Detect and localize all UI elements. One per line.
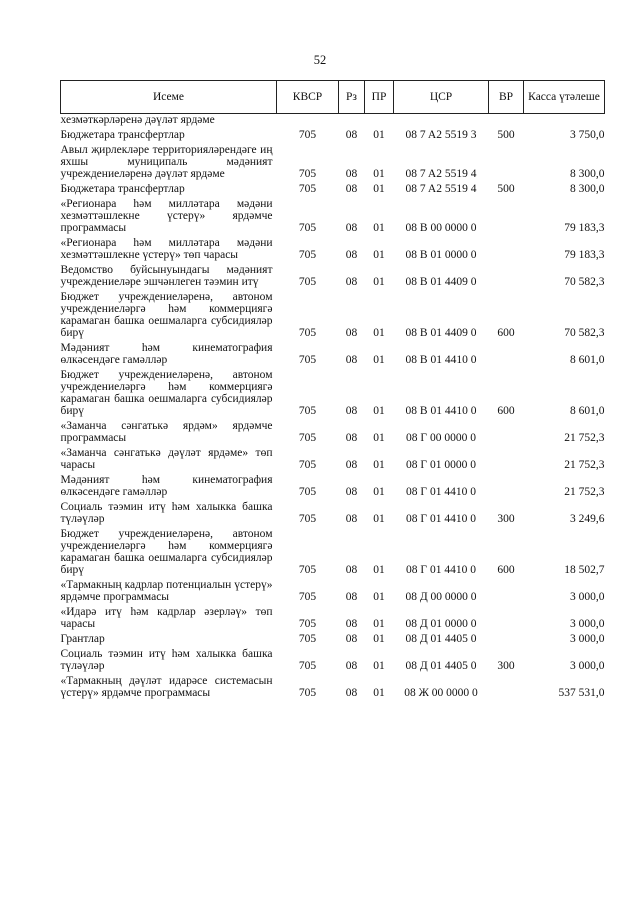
cell-pr: 01 bbox=[373, 276, 385, 288]
cell-csr: 08 В 01 4409 0 bbox=[405, 276, 477, 288]
cell-pr: 01 bbox=[373, 486, 385, 498]
cell-csr: 08 7 A2 5519 3 bbox=[405, 129, 477, 141]
cell-rz: 08 bbox=[345, 432, 358, 444]
cell-vr bbox=[489, 633, 524, 645]
table-row bbox=[61, 183, 605, 195]
cell-kassa: 537 531,0 bbox=[558, 687, 605, 699]
table-row bbox=[61, 528, 605, 576]
cell-kassa: 18 502,7 bbox=[564, 564, 605, 576]
cell-kassa: 79 183,3 bbox=[564, 222, 605, 234]
cell-rz: 08 bbox=[345, 459, 358, 471]
cell-pr: 01 bbox=[373, 405, 385, 417]
cell-name: Бюджет учреждениеләренә, автоном учреждениеләргә һәм коммерциягә карамаган башка оешмаларга субсидияләр бирү bbox=[60, 528, 273, 576]
header-pr: ПР bbox=[365, 81, 394, 114]
budget-table bbox=[60, 80, 605, 699]
cell-name: Грантлар bbox=[60, 633, 105, 645]
cell-kvsr: 705 bbox=[298, 513, 317, 525]
cell-vr: 300 bbox=[497, 513, 515, 525]
cell-vr bbox=[489, 675, 524, 699]
cell-name: Бюджет учреждениеләренә, автоном учреждениеләргә һәм коммерциягә карамаган башка оешмаларга субсидияләр бирү bbox=[60, 291, 273, 339]
cell-csr: 08 Д 01 0000 0 bbox=[405, 618, 477, 630]
cell-csr: 08 Г 01 4410 0 bbox=[406, 564, 476, 576]
cell-rz: 08 bbox=[345, 222, 358, 234]
cell-kvsr: 705 bbox=[298, 168, 317, 180]
cell-kassa: 8 601,0 bbox=[570, 354, 605, 366]
cell-vr bbox=[489, 606, 524, 630]
header-csr: ЦСР bbox=[394, 81, 489, 114]
cell-rz: 08 bbox=[345, 660, 358, 672]
cell-csr: 08 Д 01 4405 0 bbox=[405, 660, 477, 672]
cell-vr bbox=[489, 198, 524, 234]
cell-csr bbox=[394, 114, 489, 127]
cell-csr: 08 В 00 0000 0 bbox=[405, 222, 477, 234]
cell-csr: 08 Г 00 0000 0 bbox=[406, 432, 476, 444]
table-row bbox=[61, 474, 605, 498]
cell-name: «Регионара һәм милләтара мәдәни хезмәттәшлекне үстерү» ярдәмче программасы bbox=[60, 198, 273, 234]
cell-rz: 08 bbox=[345, 354, 358, 366]
header-name: Исеме bbox=[61, 81, 277, 114]
cell-vr: 500 bbox=[497, 129, 515, 141]
cell-kvsr bbox=[277, 114, 339, 127]
cell-pr: 01 bbox=[373, 354, 385, 366]
cell-kassa: 79 183,3 bbox=[564, 249, 605, 261]
cell-kassa: 21 752,3 bbox=[564, 459, 605, 471]
table-row bbox=[61, 675, 605, 699]
cell-kvsr: 705 bbox=[298, 564, 317, 576]
cell-pr: 01 bbox=[373, 591, 385, 603]
cell-kvsr: 705 bbox=[298, 183, 317, 195]
cell-csr: 08 В 01 4409 0 bbox=[405, 327, 477, 339]
cell-csr: 08 Г 01 0000 0 bbox=[406, 459, 476, 471]
table-row bbox=[61, 606, 605, 630]
cell-kassa: 8 601,0 bbox=[570, 405, 605, 417]
cell-name: Ведомство буйсынуындагы мәдәният учреждениеләре эшчәнлеген тәэмин итү bbox=[60, 264, 273, 288]
table-row bbox=[61, 114, 605, 127]
cell-csr: 08 Д 01 4405 0 bbox=[405, 633, 477, 645]
cell-pr: 01 bbox=[373, 432, 385, 444]
cell-kvsr: 705 bbox=[298, 276, 317, 288]
cell-kvsr: 705 bbox=[298, 591, 317, 603]
cell-vr bbox=[489, 579, 524, 603]
cell-rz: 08 bbox=[345, 168, 358, 180]
cell-csr: 08 7 A2 5519 4 bbox=[405, 183, 477, 195]
cell-rz: 08 bbox=[345, 327, 358, 339]
cell-kassa: 3 750,0 bbox=[570, 129, 605, 141]
header-rz: Рз bbox=[339, 81, 365, 114]
cell-kassa: 3 000,0 bbox=[570, 618, 605, 630]
cell-vr bbox=[489, 474, 524, 498]
cell-kvsr: 705 bbox=[298, 486, 317, 498]
cell-vr bbox=[489, 420, 524, 444]
cell-kvsr: 705 bbox=[298, 327, 317, 339]
cell-vr bbox=[489, 342, 524, 366]
cell-kvsr: 705 bbox=[298, 432, 317, 444]
table-row bbox=[61, 237, 605, 261]
cell-name: Мәдәният һәм кинематография өлкәсендәге гамәлләр bbox=[60, 342, 273, 366]
cell-pr: 01 bbox=[373, 459, 385, 471]
cell-vr bbox=[489, 264, 524, 288]
cell-pr: 01 bbox=[373, 168, 385, 180]
cell-rz: 08 bbox=[345, 249, 358, 261]
cell-name: Мәдәният һәм кинематография өлкәсендәге гамәлләр bbox=[60, 474, 273, 498]
cell-kvsr: 705 bbox=[298, 249, 317, 261]
cell-vr: 600 bbox=[497, 405, 515, 417]
cell-name: «Регионара һәм милләтара мәдәни хезмәттәшлекне үстерү» төп чарасы bbox=[60, 237, 273, 261]
cell-kvsr: 705 bbox=[298, 129, 317, 141]
cell-pr: 01 bbox=[373, 129, 385, 141]
cell-name: Бюджетара трансфертлар bbox=[60, 183, 185, 195]
cell-csr: 08 7 A2 5519 4 bbox=[405, 168, 477, 180]
cell-csr: 08 Ж 00 0000 0 bbox=[404, 687, 478, 699]
cell-name: «Заманча сәнгатькә ярдәм» ярдәмче программасы bbox=[60, 420, 273, 444]
cell-csr: 08 Г 01 4410 0 bbox=[406, 513, 476, 525]
cell-rz: 08 bbox=[345, 183, 358, 195]
cell-kvsr: 705 bbox=[298, 459, 317, 471]
cell-name: Социаль тәэмин итү һәм халыкка башка түләүләр bbox=[60, 648, 273, 672]
cell-kvsr: 705 bbox=[298, 354, 317, 366]
cell-kvsr: 705 bbox=[298, 660, 317, 672]
cell-kassa: 8 300,0 bbox=[570, 183, 605, 195]
table-row bbox=[61, 648, 605, 672]
cell-kvsr: 705 bbox=[298, 633, 317, 645]
cell-pr: 01 bbox=[373, 618, 385, 630]
cell-kassa: 8 300,0 bbox=[570, 168, 605, 180]
cell-kassa: 21 752,3 bbox=[564, 432, 605, 444]
cell-name: «Тармакның дәүләт идарәсе системасын үстерү» ярдәмче программасы bbox=[60, 675, 273, 699]
cell-rz: 08 bbox=[345, 129, 358, 141]
cell-name: Социаль тәэмин итү һәм халыкка башка түләүләр bbox=[60, 501, 273, 525]
table-row bbox=[61, 501, 605, 525]
table-header-row bbox=[61, 81, 605, 114]
cell-kvsr: 705 bbox=[298, 405, 317, 417]
cell-name: «Заманча сәнгатькә дәүләт ярдәме» төп чарасы bbox=[60, 447, 273, 471]
table-row bbox=[61, 369, 605, 417]
cell-kassa: 21 752,3 bbox=[564, 486, 605, 498]
table-row bbox=[61, 198, 605, 234]
cell-kassa: 3 249,6 bbox=[570, 513, 605, 525]
cell-rz: 08 bbox=[345, 405, 358, 417]
cell-rz: 08 bbox=[345, 591, 358, 603]
cell-csr: 08 В 01 4410 0 bbox=[405, 354, 477, 366]
cell-name: «Идарә итү һәм кадрлар әзерләү» төп чарасы bbox=[60, 606, 273, 630]
cell-kassa: 3 000,0 bbox=[570, 660, 605, 672]
cell-kassa: 70 582,3 bbox=[564, 327, 605, 339]
cell-vr bbox=[489, 447, 524, 471]
cell-csr: 08 Д 00 0000 0 bbox=[405, 591, 477, 603]
table-row bbox=[61, 420, 605, 444]
cell-name: Авыл җирлекләре территорияләрендәге иң яхшы муниципаль мәдәният учреждениеләренә дәүләт ярдәме bbox=[60, 144, 273, 180]
cell-pr: 01 bbox=[373, 249, 385, 261]
cell-name: Бюджетара трансфертлар bbox=[60, 129, 185, 141]
cell-rz: 08 bbox=[345, 276, 358, 288]
table-body bbox=[61, 114, 605, 700]
cell-pr: 01 bbox=[373, 327, 385, 339]
cell-csr: 08 В 01 0000 0 bbox=[405, 249, 477, 261]
table-row bbox=[61, 144, 605, 180]
table-row bbox=[61, 264, 605, 288]
cell-csr: 08 Г 01 4410 0 bbox=[406, 486, 476, 498]
cell-rz bbox=[339, 114, 365, 127]
cell-vr: 600 bbox=[497, 327, 515, 339]
cell-pr: 01 bbox=[373, 183, 385, 195]
cell-rz: 08 bbox=[345, 513, 358, 525]
cell-kassa: 3 000,0 bbox=[570, 633, 605, 645]
cell-vr: 500 bbox=[497, 183, 515, 195]
header-kassa: Касса үтәлеше bbox=[524, 81, 605, 114]
cell-pr: 01 bbox=[373, 513, 385, 525]
cell-kassa: 3 000,0 bbox=[570, 591, 605, 603]
cell-kassa bbox=[524, 114, 605, 127]
table-row bbox=[61, 579, 605, 603]
table-row bbox=[61, 447, 605, 471]
header-kvsr: КВСР bbox=[277, 81, 339, 114]
cell-vr bbox=[489, 114, 524, 127]
cell-vr bbox=[489, 237, 524, 261]
cell-csr: 08 В 01 4410 0 bbox=[405, 405, 477, 417]
cell-rz: 08 bbox=[345, 687, 358, 699]
cell-pr: 01 bbox=[373, 564, 385, 576]
cell-pr: 01 bbox=[373, 687, 385, 699]
table-row bbox=[61, 129, 605, 141]
cell-pr: 01 bbox=[373, 660, 385, 672]
cell-vr: 300 bbox=[497, 660, 515, 672]
table-row bbox=[61, 342, 605, 366]
cell-rz: 08 bbox=[345, 618, 358, 630]
cell-vr bbox=[489, 144, 524, 180]
cell-rz: 08 bbox=[345, 486, 358, 498]
cell-kvsr: 705 bbox=[298, 618, 317, 630]
cell-pr: 01 bbox=[373, 222, 385, 234]
cell-rz: 08 bbox=[345, 564, 358, 576]
table-row bbox=[61, 291, 605, 339]
cell-kvsr: 705 bbox=[298, 222, 317, 234]
header-vr: ВР bbox=[489, 81, 524, 114]
page-number: 52 bbox=[313, 53, 327, 67]
cell-pr bbox=[365, 114, 394, 127]
cell-pr: 01 bbox=[373, 633, 385, 645]
table-row bbox=[61, 633, 605, 645]
cell-kvsr: 705 bbox=[298, 687, 317, 699]
cell-vr: 600 bbox=[497, 564, 515, 576]
cell-name: Бюджет учреждениеләренә, автоном учреждениеләргә һәм коммерциягә карамаган башка оешмаларга субсидияләр бирү bbox=[60, 369, 273, 417]
cell-name: хезмәткәрләренә дәүләт ярдәме bbox=[60, 114, 215, 126]
cell-kassa: 70 582,3 bbox=[564, 276, 605, 288]
cell-name: «Тармакның кадрлар потенциалын үстерү» ярдәмче программасы bbox=[60, 579, 273, 603]
cell-rz: 08 bbox=[345, 633, 358, 645]
